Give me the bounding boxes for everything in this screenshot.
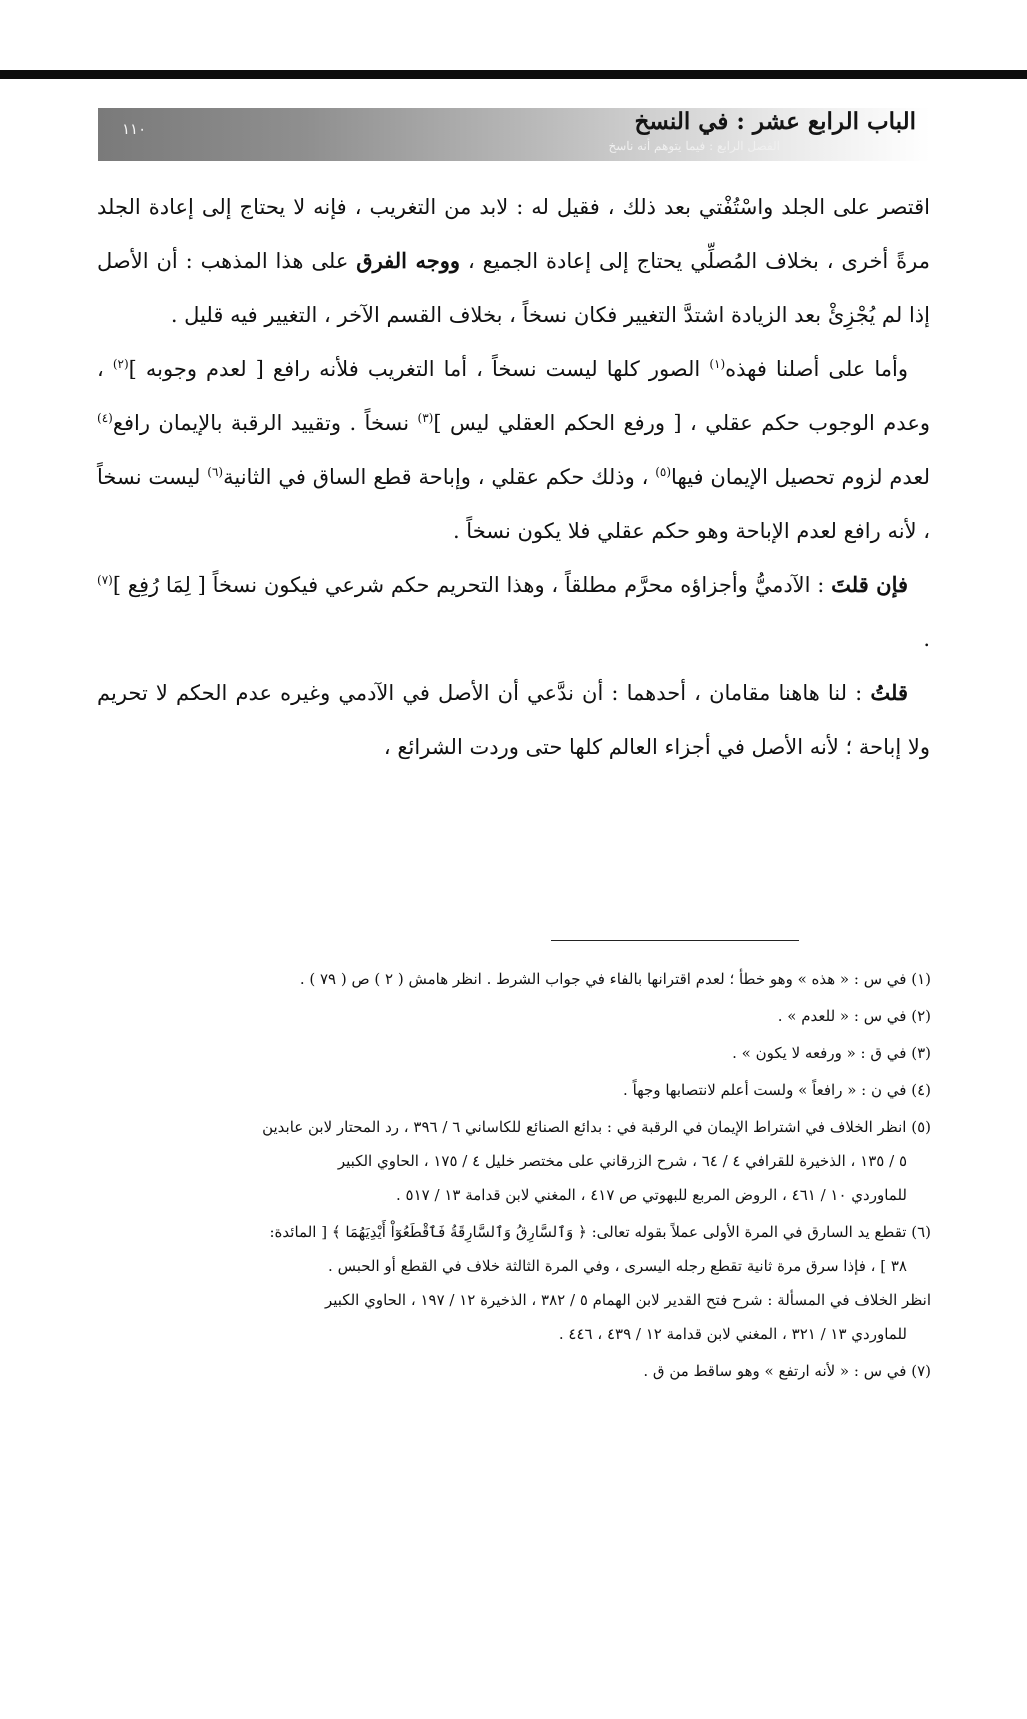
footnote-ref-1: (١) [709, 357, 726, 371]
footnote-line: للماوردي ١٠ / ٤٦١ ، الروض المربع للبهوتي ص ٤١٧ ، المغني لابن قدامة ١٣ / ٥١٧ . [396, 1186, 907, 1204]
page-number: ١١٠ [122, 120, 147, 138]
footnote-ref-3: (٣) [417, 411, 434, 425]
paragraph-4 [97, 666, 930, 774]
text-run: لعدم لزوم تحصيل الإيمان فيها [671, 465, 930, 489]
paragraph-3 [97, 558, 930, 666]
footnote-5 [95, 1110, 931, 1212]
text-run: ليست نسخاً ، لأنه رافع لعدم الإباحة وهو حكم عقلي فلا يكون نسخاً . [97, 465, 930, 543]
footnote-3: (٣) في ق : « ورفعه لا يكون » . [732, 1044, 931, 1062]
section-title: الفصل الرابع : فيما يتوهم أنه ناسخ [608, 139, 780, 153]
footnote-line: (٥) انظر الخلاف في اشتراط الإيمان في الرقبة في : بدائع الصنائع للكاساني ٦ / ٣٩٦ ، رد المحتار لابن عابدين [262, 1118, 931, 1136]
footnote-7: (٧) في س : « لأنه ارتفع » وهو ساقط من ق . [643, 1362, 931, 1380]
text-run: على هذا المذهب : أن الأصل إذا لم يُجْزِئْ بعد الزيادة اشتدَّ التغيير فكان نسخاً ، بخلاف القسم الآخر ، التغيير فيه قليل . [97, 249, 930, 327]
bold-phrase: ووجه الفرق [356, 248, 461, 273]
footnote-4: (٤) في ن : « رافعاً » ولست أعلم لانتصابها وجهاً . [623, 1081, 931, 1099]
text-run: اقتصر على الجلد واسْتُفْتي بعد ذلك ، فقيل له : لابد من التغريب ، فإنه لا يحتاج إلى إعادة الجلد مرةً أخرى ، بخلاف المُصلِّي يحتاج إلى إعادة الجميع ، [97, 195, 930, 273]
footnote-line: انظر الخلاف في المسألة : شرح فتح القدير لابن الهمام ٥ / ٣٨٢ ، الذخيرة ١٢ / ١٩٧ ، الحاوي الكبير [324, 1291, 931, 1309]
footnote-line: ٥ / ١٣٥ ، الذخيرة للقرافي ٤ / ٦٤ ، شرح الزرقاني على مختصر خليل ٤ / ١٧٥ ، الحاوي الكبير [337, 1152, 907, 1170]
footnote-divider [551, 940, 799, 941]
footnote-2: (٢) في س : « للعدم » . [777, 1007, 931, 1025]
footnote-ref-5: (٥) [655, 465, 672, 479]
footnote-line: (٦) تقطع يد السارق في المرة الأولى عملاً بقوله تعالى: ﴿ وَٱلسَّارِقُ وَٱلسَّارِقَةُ فَٱقْطَعُوٓاْ أَيْدِيَهُمَا ﴾ [ المائدة: [269, 1223, 931, 1241]
footnote-ref-7: (٧) [97, 573, 113, 587]
footnote-ref-4: (٤) [97, 411, 113, 425]
footnote-ref-2: (٢) [112, 357, 129, 371]
paragraph-1 [97, 180, 930, 342]
paragraph-2 [97, 342, 930, 558]
text-run: ، وعدم الوجوب حكم عقلي ، [ ورفع الحكم العقلي ليس ] [97, 357, 930, 435]
text-run: الصور كلها ليست نسخاً ، أما التغريب فلأنه رافع [ لعدم وجوبه ] [128, 357, 701, 381]
footnotes [95, 962, 931, 1391]
top-rule [0, 70, 1027, 79]
running-header [98, 108, 930, 161]
bold-phrase: قلتُ [870, 680, 908, 705]
bold-phrase: فإن قلتَ [831, 572, 909, 597]
footnote-1: (١) في س : « هذه » وهو خطأ ؛ لعدم اقترانها بالفاء في جواب الشرط . انظر هامش ( ٢ ) ص ( ٧٩ ) . [299, 970, 931, 988]
footnote-ref-6: (٦) [207, 465, 224, 479]
text-run: ، وذلك حكم عقلي ، وإباحة قطع الساق في الثانية [223, 465, 649, 489]
footnote-line: ٣٨ ] ، فإذا سرق مرة ثانية تقطع رجله اليسرى ، وفي المرة الثالثة خلاف في القطع أو الحبس . [328, 1257, 907, 1275]
text-run: نسخاً . وتقييد الرقبة بالإيمان رافع [112, 411, 410, 435]
main-text [97, 180, 930, 774]
text-run: . [923, 627, 930, 651]
text-run: وأما على أصلنا فهذه [725, 357, 908, 381]
footnote-6 [95, 1215, 931, 1351]
text-run: : الآدميُّ وأجزاؤه محرَّم مطلقاً ، وهذا التحريم حكم شرعي فيكون نسخاً [ لِمَا رُفِع ] [112, 573, 825, 597]
footnote-line: للماوردي ١٣ / ٣٢١ ، المغني لابن قدامة ١٢ / ٤٣٩ ، ٤٤٦ . [558, 1325, 907, 1343]
chapter-title: الباب الرابع عشر : في النسخ [634, 108, 916, 135]
text-run: : لنا هاهنا مقامان ، أحدهما : أن ندَّعي أن الأصل في الآدمي وغيره عدم الحكم لا تحريم ولا إباحة ؛ لأنه الأصل في أجزاء العالم كلها حتى وردت الشرائع ، [97, 681, 930, 759]
